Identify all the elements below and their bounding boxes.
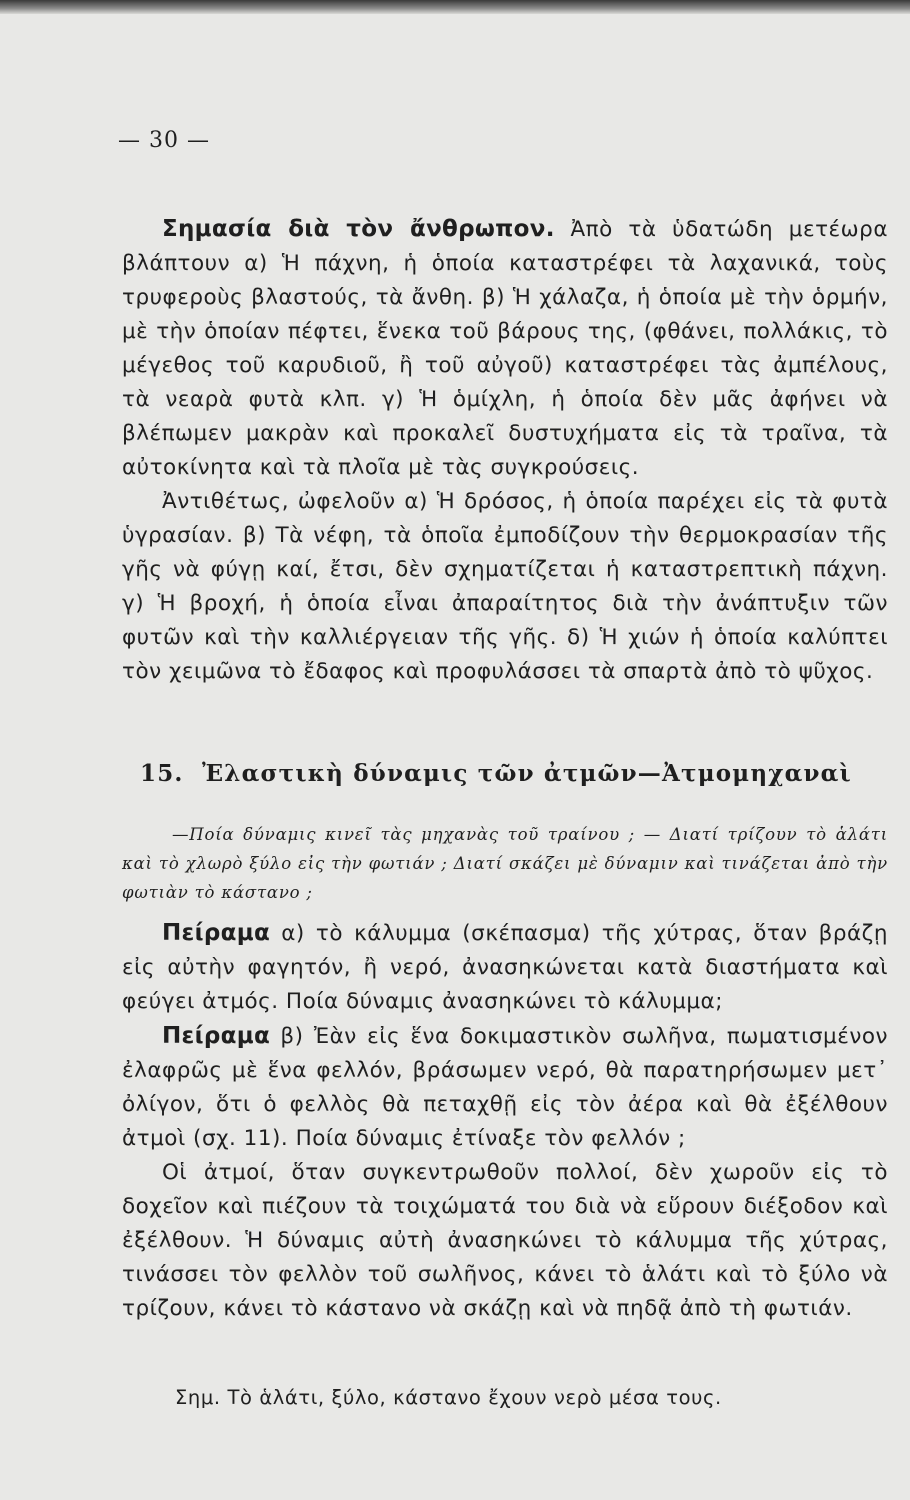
significance-text: Ἀπὸ τὰ ὑδατώδη μετέωρα βλάπτουν α) Ἡ πάχνη, ἡ ὁποία καταστρέφει τὰ λαχανικά, τοὺς τρυφεροὺς βλαστούς, τὰ ἄνθη. β) Ἡ χάλαζα, ἡ ὁποία μὲ τὴν ὁρμήν, μὲ τὴν ὁποίαν πέφτει, ἕνεκα τοῦ βάρους της, (φθάνει, πολλάκις, τὸ μέγεθος τοῦ καρυδιοῦ, ἢ τοῦ αὐγοῦ) καταστρέφει τὰς ἀμπέλους, τὰ νεαρὰ φυτὰ κλπ. γ) Ἡ ὁμίχλη, ἡ ὁποία δὲν μᾶς ἀφήνει νὰ βλέπωμεν μακρὰν καὶ προκαλεῖ δυστυχήματα εἰς τὰ τραῖνα, τὰ αὐτοκίνητα καὶ τὰ πλοῖα μὲ τὰς συγκρούσεις. [122, 217, 889, 480]
experiment-a-paragraph [122, 916, 888, 1019]
experiment-b-text: β) Ἐὰν εἰς ἕνα δοκιμαστικὸν σωλῆνα, πωματισμένον ἐλαφρῶς μὲ ἕνα φελλόν, βράσωμεν νερό, θὰ παρατηρήσωμεν μετ᾽ ὀλίγον, ὅτι ὁ φελλὸς θὰ πεταχθῇ εἰς τὸν ἀέρα καὶ θὰ ἐξέλθουν ἀτμοὶ (σχ. 11). Ποία δύναμις ἐτίναξε τὸν φελλόν ; [122, 1024, 888, 1151]
section-number: 15. [140, 760, 184, 787]
experiment-a-text: α) τὸ κάλυμμα (σκέπασμα) τῆς χύτρας, ὅταν βράζῃ εἰς αὐτὴν φαγητόν, ἢ νερό, ἀνασηκώνεται κατὰ διαστήματα καὶ φεύγει ἀτμός. Ποία δύναμις ἀνασηκώνει τὸ κάλυμμα; [122, 921, 888, 1014]
experiments-section [122, 916, 888, 1326]
scan-edge [0, 0, 910, 14]
significance-lead: Σημασία διὰ τὸν ἄνθρωπον. [162, 216, 555, 242]
experiment-b-paragraph [122, 1019, 888, 1156]
benefits-paragraph: Ἀντιθέτως, ὠφελοῦν α) Ἡ δρόσος, ἡ ὁποία παρέχει εἰς τὰ φυτὰ ὑγρασίαν. β) Τὰ νέφη, τὰ ὁποῖα ἐμποδίζουν τὴν θερμοκρασίαν τῆς γῆς νὰ φύγῃ καί, ἔτσι, δὲν σχηματίζεται ἡ καταστρεπτικὴ πάχνη. γ) Ἡ βροχή, ἡ ὁποία εἶναι ἀπαραίτητος διὰ τὴν ἀνάπτυξιν τῶν φυτῶν καὶ τὴν καλλιέργειαν τῆς γῆς. δ) Ἡ χιών ἡ ὁποία καλύπτει τὸν χειμῶνα τὸ ἔδαφος καὶ προφυλάσσει τὰ σπαρτὰ ἀπὸ τὸ ψῦχος. [122, 489, 888, 684]
section-title: Ἐλαστικὴ δύναμις τῶν ἀτμῶν—Ἀτμομηχαναὶ [202, 760, 852, 787]
significance-section [122, 212, 888, 689]
page-number: — 30 — [118, 128, 210, 153]
footnote: Σημ. Τὸ ἁλάτι, ξύλο, κάστανο ἔχουν νερὸ μέσα τους. [175, 1386, 722, 1409]
significance-paragraph [122, 212, 888, 485]
experiment-b-lead: Πείραμα [162, 1023, 271, 1049]
lesson-questions: —Ποία δύναμις κινεῖ τὰς μηχανὰς τοῦ τραίνου ; — Διατί τρίζουν τὸ ἁλάτι καὶ τὸ χλωρὸ ξύλο εἰς τὴν φωτιάν ; Διατί σκάζει μὲ δύναμιν καὶ τινάζεται ἀπὸ τὴν φωτιὰν τὸ κάστανο ; [122, 825, 888, 902]
explanation-paragraph: Οἱ ἀτμοί, ὅταν συγκεντρωθοῦν πολλοί, δὲν χωροῦν εἰς τὸ δοχεῖον καὶ πιέζουν τὰ τοιχώματά του διὰ νὰ εὕρουν διέξοδον καὶ ἐξέλθουν. Ἡ δύναμις αὐτὴ ἀνασηκώνει τὸ κάλυμμα τῆς χύτρας, τινάσσει τὸν φελλὸν τοῦ σωλῆνος, κάνει τὸ ἁλάτι καὶ τὸ ξύλο νὰ τρίζουν, κάνει τὸ κάστανο νὰ σκάζῃ καὶ νὰ πηδᾷ ἀπὸ τὴ φωτιάν. [122, 1160, 888, 1321]
section-heading [140, 760, 890, 787]
experiment-a-lead: Πείραμα [162, 920, 271, 946]
